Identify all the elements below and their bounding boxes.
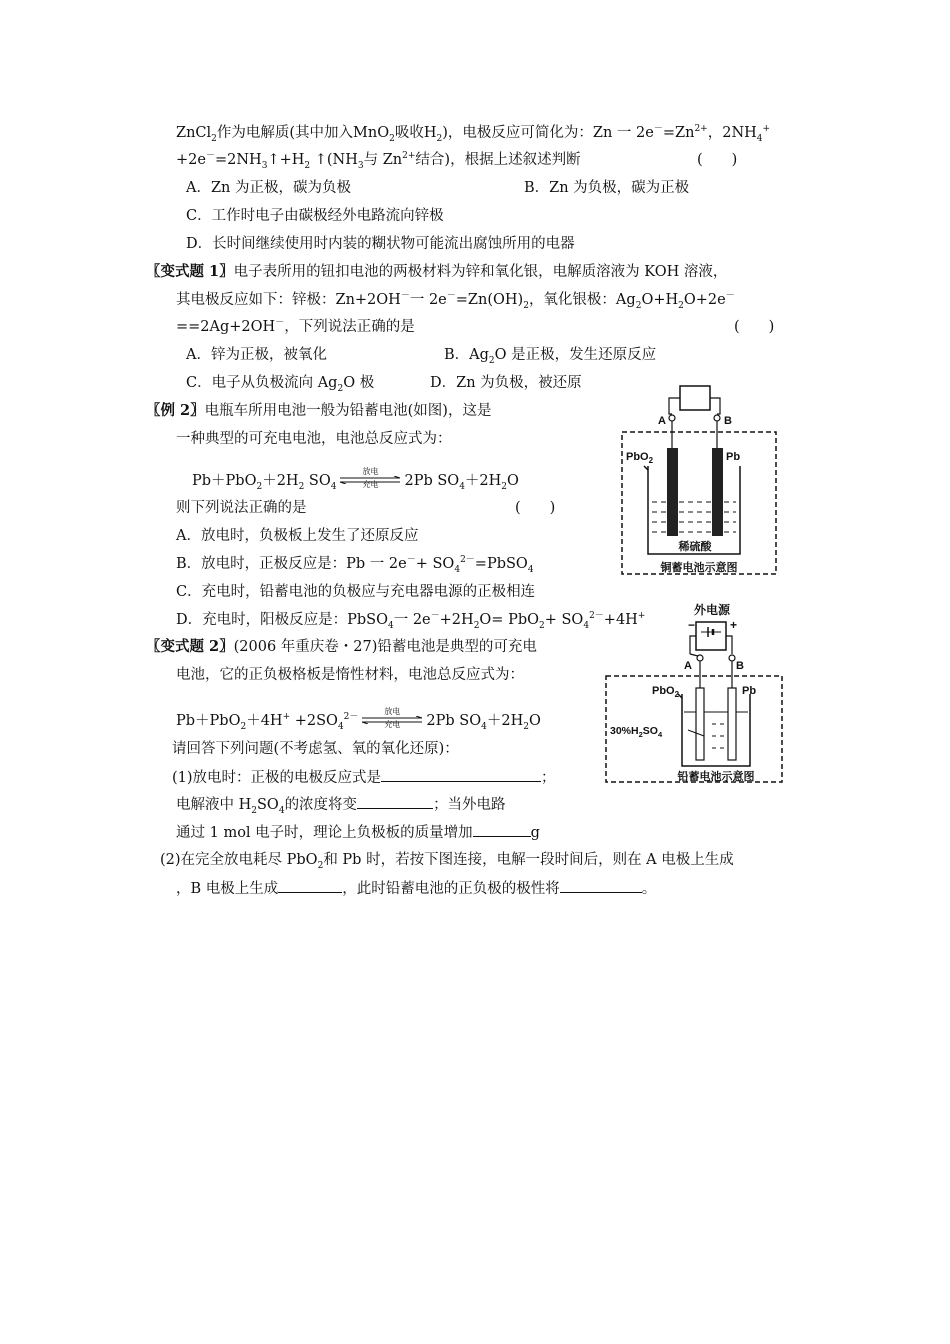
example-2-option-c: C．充电时，铅蓄电池的负极应与充电器电源的正极相连 [176, 584, 536, 600]
variant-1-label: 〖变式题 1〗 [146, 263, 234, 280]
fig2-label-b: B [736, 660, 744, 672]
lead-battery-figure-1 [614, 380, 784, 580]
variant-2-line-2: 电池，它的正负极格板是惰性材料，电池总反应式为： [176, 667, 524, 683]
answer-blank-polarity[interactable] [560, 878, 642, 893]
example-2-question: 则下列说法正确的是 [176, 500, 307, 516]
answer-blank-mass[interactable] [473, 822, 531, 837]
intro-option-b: B．Zn 为负极，碳为正极 [524, 180, 690, 196]
fig2-label-pbo2: PbO$_2$ [652, 685, 680, 699]
fig1-device-box [680, 386, 710, 410]
variant-2-line-1: 〖变式题 2〗(2006 年重庆卷・27)铅蓄电池是典型的可充电 [146, 638, 537, 655]
variant-1-option-d: D．Zn 为负极，被还原 [430, 375, 582, 391]
variant-2-q1-line-1: (1)放电时：正极的电极反应式是 ； [172, 767, 556, 788]
intro-answer-paren[interactable]: ( ) [697, 152, 738, 168]
intro-line-1: ZnCl$_2$作为电解质(其中加入MnO$_2$吸收$H_2$)，电极反应可简化为：Zn 一 $2e^-=Zn^{2+}$，$2NH_4^+$ [176, 124, 771, 144]
example-2-label: 〖例 2〗 [146, 402, 205, 419]
example-2-answer-paren[interactable]: ( ) [515, 500, 556, 516]
example-2-option-b: B．放电时，正极反应是：Pb 一 $2e^-+ SO_4^{2-}=PbSO_4$ [176, 555, 534, 575]
variant-2-q2-line-2: ，B 电极上生成 ，此时铅蓄电池的正负极的极性将 。 [176, 878, 656, 899]
answer-blank-concentration[interactable] [357, 794, 433, 809]
reversible-arrow: 放电 充电 [338, 471, 402, 491]
variant-1-line-3: ==2Ag+2OH－，下列说法正确的是 [176, 318, 415, 335]
variant-1-line-2: 其电极反应如下：锌极：Zn+2OH－一 $2e^-=Zn(OH)_2$，氧化银极：$Ag_2O+H_2O+2e^-$ [176, 291, 735, 311]
variant-1-line-1: 〖变式题 1〗电子表所用的钮扣电池的两极材料为锌和氧化银，电解质溶液为 KOH 溶液， [146, 263, 728, 280]
fig1-label-a: A [658, 415, 666, 427]
fig2-label-pb: Pb [742, 685, 757, 697]
fig1-label-pb: Pb [726, 451, 741, 463]
variant-2-q2-line-1: (2)在完全放电耗尽 PbO$_2$和 Pb 时，若按下图连接，电解一段时间后，则在 A 电极上生成 [160, 852, 734, 871]
lead-battery-figure-2 [602, 600, 786, 786]
variant-2-instruction: 请回答下列问题(不考虑氢、氧的氧化还原)： [172, 741, 459, 757]
fig1-label-pbo2: PbO$_2$ [626, 451, 654, 465]
fig2-electrode-pb [728, 688, 736, 760]
variant-2-equation: $Pb+PbO_2+4H^+ +2SO_4^{2-}$ 放电 充电 2Pb $SO_4+2H_2O$ [176, 707, 541, 732]
answer-blank-positive-electrode[interactable] [381, 767, 541, 782]
fig1-electrode-pb [712, 448, 723, 536]
intro-line-2: $+2e^-=2NH_3↑+H_2$ $↑(NH_3$与 $Zn^{2+}$结合)，根据上述叙述判断 [176, 151, 581, 171]
answer-blank-b-electrode[interactable] [278, 878, 342, 893]
fig2-label-a: A [684, 660, 692, 672]
example-2-line-2: 一种典型的可充电电池，电池总反应式为： [176, 431, 452, 447]
fig1-label-acid: 稀硫酸 [678, 541, 712, 553]
variant-2-label: 〖变式题 2〗 [146, 638, 234, 655]
fig2-caption: 铅蓄电池示意图 [677, 771, 755, 783]
variant-2-q1-line-2: 电解液中 $H_2SO_4$的浓度将变 ；当外电路 [176, 794, 506, 815]
variant-1-option-c: C．电子从负极流向 $Ag_2O$ 极 [186, 375, 375, 394]
fig1-label-b: B [724, 415, 732, 427]
fig2-label-minus: − [688, 618, 696, 632]
example-2-equation: $Pb+PbO_2+2H_2$ $SO_4$ 放电 充电 2Pb $SO_4+2H_2O$ [192, 467, 519, 492]
example-2-option-d: D．充电时，阳极反应是：PbSO$_4$一 $2e^-+2H_2O= PbO_2+ SO_4^{2-}+4H^+$ [176, 611, 646, 631]
fig2-power-box [696, 622, 726, 650]
reversible-arrow: 放电 充电 [360, 711, 424, 731]
example-2-option-a: A．放电时，负极板上发生了还原反应 [176, 528, 419, 544]
fig2-label-acid: $30\%H_2SO_4$ [610, 725, 663, 739]
fig1-electrode-pbo2 [667, 448, 678, 536]
variant-1-answer-paren[interactable]: ( ) [734, 319, 775, 335]
example-2-line-1: 〖例 2〗电瓶车所用电池一般为铅蓄电池(如图)，这是 [146, 402, 492, 419]
intro-option-d: D．长时间继续使用时内装的糊状物可能流出腐蚀所用的电器 [186, 236, 575, 252]
variant-1-option-a: A．锌为正极，被氧化 [186, 347, 327, 363]
fig2-beaker [682, 694, 750, 766]
fig2-label-power: 外电源 [693, 603, 731, 617]
fig2-label-plus: + [730, 618, 738, 632]
variant-1-option-b: B．$Ag_2O$ 是正极，发生还原反应 [444, 347, 657, 366]
intro-option-c: C．工作时电子由碳极经外电路流向锌极 [186, 208, 444, 224]
variant-2-q1-line-3: 通过 1 mol 电子时，理论上负极板的质量增加 g [176, 822, 540, 843]
fig1-caption: 铜蓄电池示意图 [660, 562, 738, 574]
intro-option-a: A．Zn 为正极，碳为负极 [186, 180, 351, 196]
fig2-electrode-pbo2 [696, 688, 704, 760]
